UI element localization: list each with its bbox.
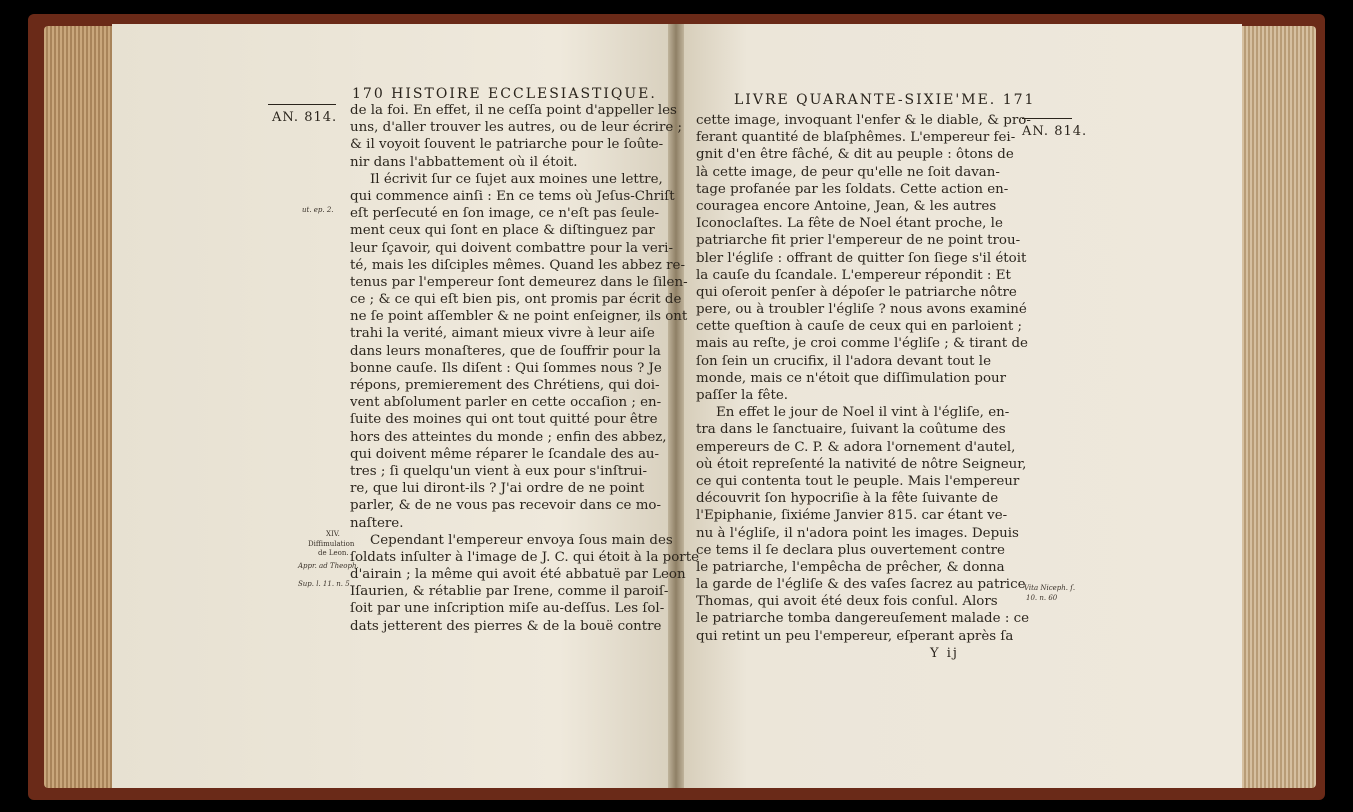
left-margin-note-cross: Sup. l. 11. n. 5. [298, 580, 352, 588]
text-line: cette queſtion à cauſe de ceux qui en parloient ; [696, 319, 1022, 335]
text-line: & il voyoit ſouvent le patriarche pour le ſoûte- [350, 137, 664, 153]
text-line: Iconoclaſtes. La fête de Noel étant proche, le [696, 216, 1003, 232]
signature-mark: Y ij [930, 646, 959, 661]
text-line: là cette image, de peur qu'elle ne ſoit davan- [696, 164, 1000, 180]
text-line: hors des atteintes du monde ; enfin des abbez, [350, 429, 667, 445]
text-line: bonne cauſe. Ils diſent : Qui ſommes nous ? Je [350, 360, 662, 376]
text-line: Cependant l'empereur envoya ſous main des [370, 532, 673, 548]
text-line: ſoit par une inſcription miſe au-deſſus. Les ſol- [350, 601, 665, 617]
text-line: té, mais les diſciples mêmes. Quand les abbez re- [350, 257, 685, 273]
text-line: couragea encore Antoine, Jean, & les autres [696, 198, 997, 214]
text-line: ce ; & ce qui eſt bien pis, ont promis par écrit de [350, 292, 682, 308]
text-line: cette image, invoquant l'enfer & le diable, & pro- [696, 113, 1031, 128]
text-line: ment ceux qui ſont en place & diſtinguez par [350, 223, 655, 239]
text-line: Il écrivit ſur ce ſujet aux moines une lettre, [370, 171, 663, 187]
left-margin-note-title: Diffimulation [308, 540, 355, 548]
text-line: pere, ou à troubler l'égliſe ? nous avons examiné [696, 302, 1027, 318]
right-running-head: LIVRE QUARANTE-SIXIE'ME. 171 [734, 92, 1036, 108]
text-line: qui oſeroit penſer à dépoſer le patriarche nôtre [696, 284, 1017, 300]
text-line: tage profanée par les ſoldats. Cette action en- [696, 181, 1009, 197]
text-line: tenus par l'empereur ſont demeurez dans le ſilen- [350, 274, 688, 290]
text-line: nir dans l'abbattement où il étoit. [350, 154, 578, 170]
text-line: bler l'égliſe : offrant de quitter ſon ſiege s'il étoit [696, 250, 1027, 266]
text-line: parler, & de ne vous pas recevoir dans ce mo- [350, 498, 661, 514]
text-line: tra dans le ſanctuaire, ſuivant la coûtume des [696, 422, 1006, 438]
text-line: ne ſe point aſſembler & ne point enſeigner, ils ont [350, 309, 688, 325]
text-line: le patriarche tomba dangereuſement malade : ce [696, 611, 1030, 627]
text-line: ce qui contenta tout le peuple. Mais l'empereur [696, 473, 1020, 489]
text-line: le patriarche, l'empêcha de prêcher, & donna [696, 559, 1005, 575]
text-line: de la foi. En effet, il ne ceſſa point d'appeller les [350, 103, 677, 118]
text-line: nu à l'égliſe, il n'adora point les images. Depuis [696, 525, 1019, 541]
right-margin-note-ref: 10. n. 60 [1026, 594, 1058, 602]
text-line: l'Epiphanie, ſixiéme Janvier 815. car étant ve- [696, 508, 1008, 524]
text-line: qui doivent même réparer le ſcandale des au- [350, 446, 660, 462]
text-line: paſſer la fête. [696, 388, 789, 403]
text-line: qui retint un peu l'empereur, eſperant après ſa [696, 628, 1014, 644]
left-running-head: 170 HISTOIRE ECCLESIASTIQUE. [352, 86, 657, 102]
text-line: la cauſe du ſcandale. L'empereur répondit : Et [696, 267, 1011, 283]
text-line: tres ; ſi quelqu'un vient à eux pour s'inſtrui- [350, 463, 648, 479]
text-line: Iſaurien, & rétablie par Irene, comme il paroiſ- [350, 584, 669, 600]
text-line: gnit d'en être fâché, & dit au peuple : ôtons de [696, 147, 1014, 163]
text-line: leur ſçavoir, qui doivent combattre pour la veri- [350, 240, 673, 256]
text-line: ce tems il ſe declara plus ouvertement contre [696, 542, 1005, 558]
text-line: ferant quantité de blaſphêmes. L'empereur fei- [696, 130, 1016, 146]
text-line: dats jetterent des pierres & de la bouë contre [350, 618, 662, 634]
text-line: ſuite des moines qui ont tout quitté pour être [350, 412, 658, 428]
text-line: mais au reſte, je croi comme l'égliſe ; & tirant de [696, 336, 1028, 352]
text-line: la garde de l'égliſe & des vaſes ſacrez au patrice [696, 577, 1026, 593]
text-line: monde, mais ce n'étoit que diſſimulation pour [696, 370, 1007, 386]
left-page-edges [44, 26, 114, 788]
text-line: re, que lui diront-ils ? J'ai ordre de ne point [350, 481, 645, 497]
text-line: patriarche fit prier l'empereur de ne point trou- [696, 233, 1021, 249]
text-line: Thomas, qui avoit été deux fois conſul. Alors [696, 594, 998, 610]
text-line: naſtere. [350, 515, 404, 531]
right-margin-note-source: Vita Niceph. ſ. [1024, 584, 1076, 592]
left-margin-note-section: XIV. [326, 530, 340, 538]
left-margin-rule [268, 104, 336, 105]
text-line: En effet le jour de Noel il vint à l'égliſe, en- [716, 405, 1010, 421]
text-line: d'airain ; la même qui avoit été abbatuë par Leon [350, 567, 686, 583]
right-margin-year: AN. 814. [1022, 124, 1088, 139]
left-body-text [350, 102, 699, 635]
right-body-text [696, 112, 1031, 645]
left-margin-year: AN. 814. [272, 110, 338, 125]
text-line: découvrit ſon hypocriſie à la fête ſuivante de [696, 491, 999, 507]
text-line: empereurs de C. P. & adora l'ornement d'autel, [696, 439, 1016, 455]
text-line: eſt perſecuté en ſon image, ce n'eſt pas ſeule- [350, 206, 660, 222]
text-line: où étoit repreſenté la nativité de nôtre Seigneur, [696, 456, 1027, 472]
text-line: ſoldats inſulter à l'image de J. C. qui étoit à la porte [350, 549, 700, 565]
text-line: trahi la verité, aimant mieux vivre à leur aiſe [350, 326, 655, 342]
left-margin-note-subject: de Leon. [318, 549, 349, 557]
text-line: qui commence ainſi : En ce tems où Jeſus-Chriſt [350, 188, 675, 204]
left-margin-note-source: Appr. ad Theoph. [298, 562, 359, 570]
text-line: dans leurs monaſteres, que de ſouffrir pour la [350, 343, 661, 359]
text-line: vent abſolument parler en cette occaſion ; en- [350, 395, 662, 411]
text-line: répons, premierement des Chrétiens, qui doi- [350, 378, 660, 393]
right-page-edges [1238, 26, 1316, 788]
text-line: uns, d'aller trouver les autres, ou de leur écrire ; [350, 120, 683, 136]
text-line: ſon ſein un crucifix, il l'adora devant tout le [696, 353, 992, 369]
left-margin-note-ref: ut. ep. 2. [302, 206, 334, 214]
